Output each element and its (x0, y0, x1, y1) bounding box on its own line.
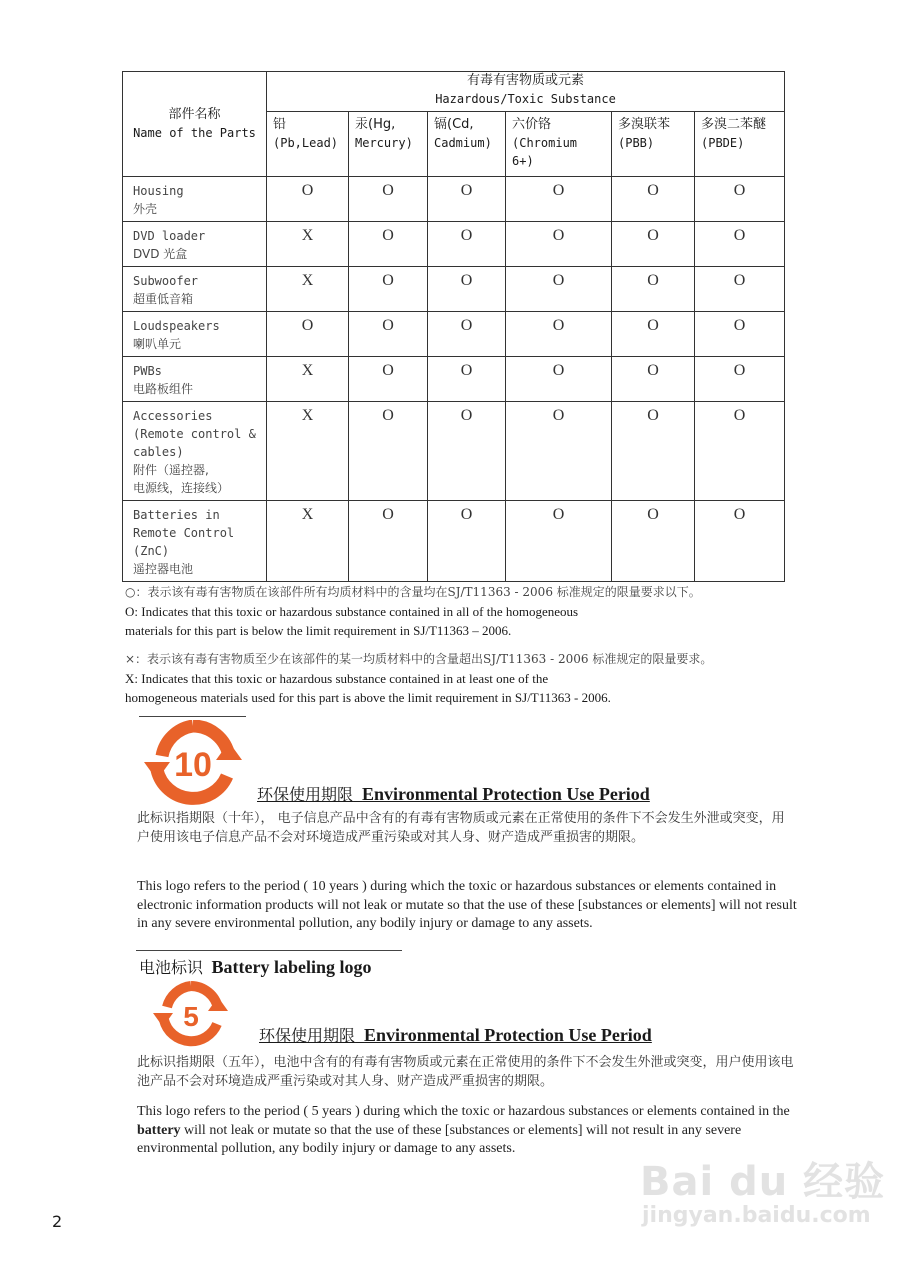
substance-status-cell: X (267, 402, 349, 501)
table-row (123, 501, 785, 582)
part-name-line: DVD loader (133, 229, 206, 243)
substance-status-cell: O (428, 267, 506, 312)
part-name-line: 电源线，连接线） (133, 481, 230, 495)
substance-status-cell: O (695, 357, 785, 402)
part-name-cell (123, 267, 267, 312)
epup-5-title-zh: 环保使用期限 (259, 1026, 356, 1045)
part-name-line: (ZnC) (133, 544, 170, 558)
part-name-cell (123, 402, 267, 501)
column-header-en: Mercury) (355, 136, 413, 150)
substance-status-cell: O (349, 312, 428, 357)
part-name-line: 附件（遥控器, (133, 463, 209, 477)
battery-para-text-end: will not leak or mutate so that the use of these [substances or elements] will not result in any severe environmental pollution, any bodily injury or damage to any assets. (137, 1122, 742, 1156)
part-name-line: 遥控器电池 (133, 562, 194, 576)
substance-status-cell: O (506, 312, 612, 357)
table-row (123, 222, 785, 267)
battery-paragraph-zh: 此标识指期限（五年），电池中含有的有毒有害物质或元素在正常使用的条件下不会发生外泄或突变，用户使用该电池产品不会对环境造成严重污染或对其人身、财产造成严重损害的期限。 (137, 1055, 794, 1089)
substance-status-cell: X (267, 222, 349, 267)
battery-heading (139, 955, 372, 978)
part-name-line: Subwoofer (133, 274, 199, 288)
table-row (123, 312, 785, 357)
x-legend-en-line1: X: Indicates that this toxic or hazardous substance contained in at least one of the (125, 671, 549, 686)
column-header-en: (PBDE) (701, 136, 745, 150)
substance-status-cell: O (349, 501, 428, 582)
substance-column-header (506, 112, 612, 177)
table-row (123, 402, 785, 501)
part-name-line: Accessories (133, 409, 213, 423)
watermark-logo-text: Bai du 经验 (640, 1159, 886, 1205)
battery-section-divider (136, 950, 402, 951)
substance-status-cell: O (612, 357, 695, 402)
epup-10-title-en: Environmental Protection Use Period (362, 784, 650, 804)
watermark-url: jingyan.baidu.com (642, 1203, 871, 1228)
part-name-line: Loudspeakers (133, 319, 220, 333)
o-legend-en-line2: materials for this part is below the limit requirement in SJ/T11363 – 2006. (125, 623, 512, 638)
substance-status-cell: O (506, 222, 612, 267)
part-name-cell (123, 357, 267, 402)
o-legend-note (125, 583, 701, 640)
recycle-5-years-icon (150, 980, 232, 1048)
part-name-line: 外壳 (133, 202, 158, 216)
part-name-header-zh: 部件名称 (168, 107, 221, 122)
part-name-cell (123, 222, 267, 267)
substance-status-cell: O (506, 357, 612, 402)
column-header-zh: 铅 (273, 117, 287, 132)
substance-status-cell: O (428, 222, 506, 267)
part-name-line: 超重低音箱 (133, 292, 194, 306)
part-name-line: cables) (133, 445, 184, 459)
part-name-cell (123, 177, 267, 222)
substance-status-cell: X (267, 357, 349, 402)
substance-column-header (612, 112, 695, 177)
column-header-zh: 六价铬 (512, 117, 552, 132)
substance-status-cell: O (349, 267, 428, 312)
part-name-header-en: Name of the Parts (133, 126, 256, 140)
x-legend-zh: ×：表示该有毒有害物质至少在该部件的某一均质材料中的含量超出SJ/T11363 - 2006 标准规定的限量要求。 (125, 652, 713, 666)
substance-status-cell: O (506, 267, 612, 312)
x-legend-en-line2: homogeneous materials used for this part is above the limit requirement in SJ/T11363 - 2006. (125, 690, 611, 705)
substance-status-cell: O (267, 177, 349, 222)
epup-10-title (257, 782, 650, 805)
substance-header (267, 72, 785, 112)
epup-10-paragraph-en: This logo refers to the period ( 10 years ) during which the toxic or hazardous substances or elements contained in electronic information products will not leak or mutate so that the use of these [substances or elements] will not result in any severe environmental pollution, any bodily injury or damage to any assets. (137, 879, 797, 931)
page-number: 2 (52, 1212, 63, 1231)
substance-status-cell: O (612, 312, 695, 357)
substance-status-cell: O (349, 402, 428, 501)
substance-status-cell: O (506, 501, 612, 582)
part-name-cell (123, 312, 267, 357)
o-legend-zh: ○：表示该有毒有害物质在该部件所有均质材料中的含量均在SJ/T11363 - 2006 标准规定的限量要求以下。 (125, 585, 701, 599)
column-header-zh: 多溴联苯 (618, 117, 671, 132)
substance-status-cell: O (612, 222, 695, 267)
battery-para-bold: battery (137, 1122, 181, 1138)
substance-column-header (695, 112, 785, 177)
part-name-line: Batteries in (133, 508, 220, 522)
table-row (123, 177, 785, 222)
substance-status-cell: O (349, 357, 428, 402)
column-header-en: Cadmium) (434, 136, 492, 150)
substance-status-cell: O (428, 402, 506, 501)
substance-status-cell: O (695, 402, 785, 501)
column-header-en: (PBB) (618, 136, 655, 150)
o-legend-en-line1: O: Indicates that this toxic or hazardous substance contained in all of the homogeneous (125, 604, 579, 619)
substance-status-cell: O (612, 501, 695, 582)
substance-status-cell: O (428, 357, 506, 402)
epup-10-paragraph-zh: 此标识指期限（十年）， 电子信息产品中含有的有毒有害物质或元素在正常使用的条件下不会发生外泄或突变，用户使用该电子信息产品不会对环境造成严重污染或对其人身、财产造成严重损害的期限。 (137, 811, 785, 845)
substance-status-cell: O (506, 177, 612, 222)
substance-status-cell: O (612, 177, 695, 222)
part-name-line: 电路板组件 (133, 382, 194, 396)
table-row (123, 357, 785, 402)
part-name-line: 喇叭单元 (133, 337, 182, 351)
substance-status-cell: O (695, 177, 785, 222)
epup-5-title (259, 1023, 652, 1046)
part-name-line: (Remote control & (133, 427, 256, 441)
substance-column-header (349, 112, 428, 177)
substance-column-header (428, 112, 506, 177)
part-name-cell (123, 501, 267, 582)
battery-heading-en: Battery labeling logo (211, 957, 372, 977)
battery-para-text: This logo refers to the period ( 5 years ) during which the toxic or hazardous substances or elements contained in the (137, 1104, 790, 1119)
substance-column-header (267, 112, 349, 177)
substance-status-cell: O (506, 402, 612, 501)
substance-header-zh: 有毒有害物质或元素 (467, 73, 585, 88)
epup-10-title-zh: 环保使用期限 (257, 785, 354, 804)
column-header-zh: 多溴二苯醚 (701, 117, 767, 132)
substance-header-en: Hazardous/Toxic Substance (435, 92, 616, 106)
substance-status-cell: X (267, 267, 349, 312)
substance-status-cell: O (428, 312, 506, 357)
substance-status-cell: O (349, 177, 428, 222)
table-row (123, 267, 785, 312)
battery-heading-zh: 电池标识 (139, 958, 204, 977)
substance-status-cell: O (695, 312, 785, 357)
epup-10-logo (140, 720, 246, 811)
substance-status-cell: O (349, 222, 428, 267)
recycle-10-years-icon (140, 720, 246, 806)
column-header-zh: 汞(Hg, (355, 117, 396, 132)
part-name-line: Remote Control (133, 526, 235, 540)
column-header-en: (Pb,Lead) (273, 136, 339, 150)
epup-5-title-en: Environmental Protection Use Period (364, 1025, 652, 1045)
part-name-line: Housing (133, 184, 184, 198)
substance-status-cell: X (267, 501, 349, 582)
part-name-header (123, 72, 267, 177)
part-name-line: PWBs (133, 364, 162, 378)
epup-5-logo (150, 980, 232, 1053)
svg-text:10: 10 (174, 746, 212, 784)
substance-status-cell: O (695, 501, 785, 582)
column-header-en: (Chromium 6+) (512, 136, 578, 168)
x-legend-note (125, 650, 712, 707)
hazardous-substance-table (122, 71, 785, 582)
substance-status-cell: O (612, 402, 695, 501)
baidu-watermark (640, 1150, 885, 1228)
column-header-zh: 镉(Cd, (434, 117, 474, 132)
svg-text:5: 5 (183, 1001, 199, 1032)
substance-status-cell: O (612, 267, 695, 312)
substance-status-cell: O (428, 501, 506, 582)
substance-status-cell: O (695, 222, 785, 267)
section-divider (139, 716, 246, 717)
part-name-line: DVD 光盒 (133, 247, 188, 261)
substance-status-cell: O (267, 312, 349, 357)
substance-status-cell: O (428, 177, 506, 222)
substance-status-cell: O (695, 267, 785, 312)
